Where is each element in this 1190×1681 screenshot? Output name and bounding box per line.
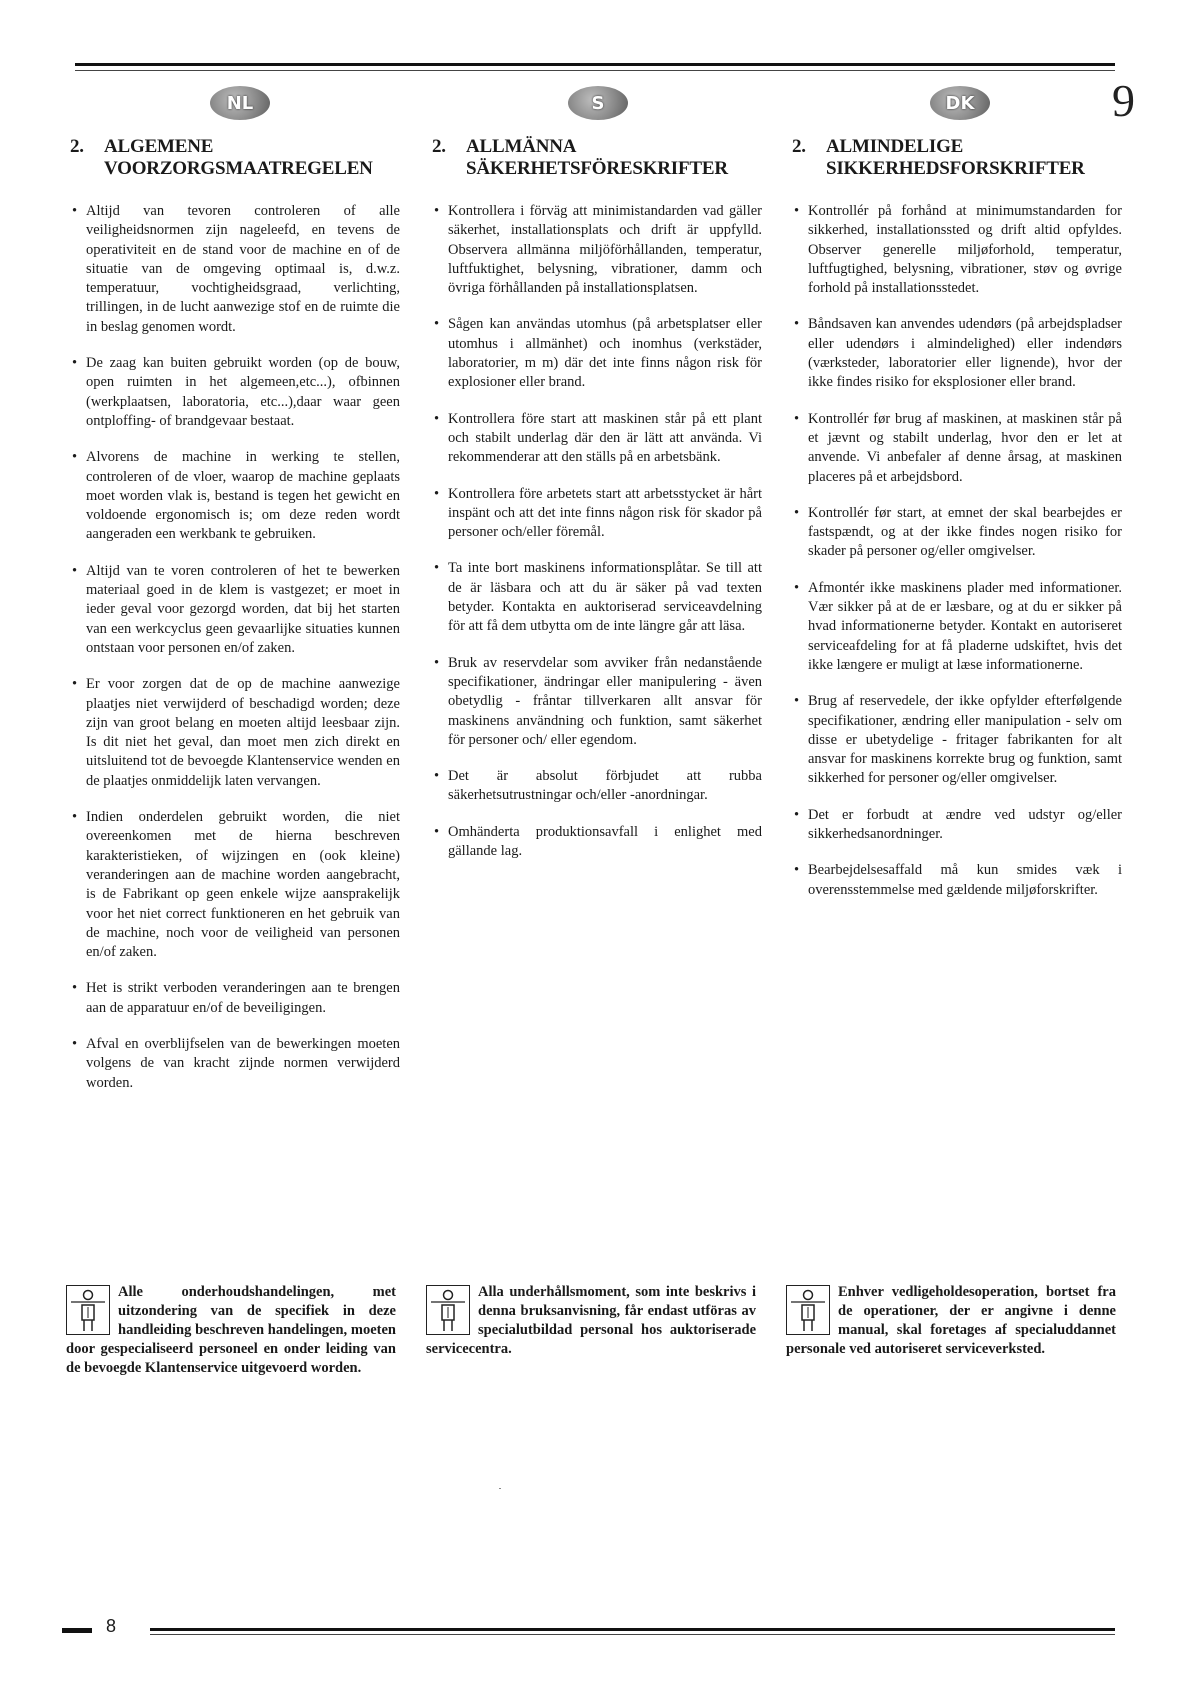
language-badge-nl: NL [210, 86, 270, 120]
list-item: • Kontrollera före start att maskinen står på ett plant och stabilt underlag där den är lätt att använda. Vi rekommenderar att den ställs på en arbetsbänk. [434, 410, 762, 466]
list-item: • Kontrollera före arbetets start att arbetsstycket är hårt inspänt och att det inte finns någon risk för skador på personer och/eller föremål. [434, 485, 762, 541]
bottom-rule [150, 1628, 1115, 1631]
list-item: • De zaag kan buiten gebruikt worden (op de bouw, open ruimten in het algemeen,etc...), ofbinnen (werkplaatsen, laboratoria, etc...),daar waar geen ontploffing- of brandgevaar bestaat. [72, 355, 400, 429]
technician-icon [66, 1285, 110, 1335]
list-item: • Afmontér ikke maskinens plader med informationer. Vær sikker på at de er læsbare, og at du er sikker på hvad informationerne betyder. Kontakt en autoriseret serviceafdeling for at få pladerne udskiftet, hvis det ikke længere er muligt at læse informationerne. [794, 579, 1122, 673]
language-badge-s: S [568, 86, 628, 120]
column-nl [70, 136, 400, 1110]
list-item: • Sågen kan användas utomhus (på arbetsplatser eller utomhus i allmänhet) och inomhus (verkstäder, laboratorier, m m) där det inte finns någon risk för explosioner eller brand. [434, 316, 762, 391]
maintenance-note-s: Alla underhållsmoment, som inte beskrivs i denna bruksanvisning, får endast utföras av specialutbildad personal hos auktoriserade servicecentra. [426, 1284, 756, 1357]
precautions-list [70, 202, 400, 1093]
footer-mark [62, 1628, 92, 1633]
list-item: • Altijd van tevoren controleren of alle veiligheidsnormen zijn nageleefd, en tevens de operativiteit en de stand voor de machine en of de situatie van de omgeving optimaal is, d.w.z. temperatuur, vochtigheidsgraad, verlichting, trillingen, in de lucht aanwezige stof en de ruimte die in beslag genomen wordt. [72, 203, 400, 335]
maintenance-note-dk: Enhver vedligeholdesoperation, bortset fra de operationer, der er angivne i denne manual, skal foretages af specialuddannet personale ved autoriseret serviceverksted. [786, 1284, 1116, 1357]
list-item: • Alvorens de machine in werking te stellen, controleren of de vloer, waarop de machine geplaats moet worden vlak is, bestand is tegen het gewicht en voldoende ergonomisch is; om deze reden wordt aangeraden een werkbank te gebruiken. [72, 449, 400, 543]
handwritten-page-mark: 9 [1112, 75, 1135, 126]
top-rule-thin [75, 70, 1115, 71]
list-item: • Det är absolut förbjudet att rubba säkerhetsutrustningar och/eller -anordningar. [434, 768, 762, 804]
list-item: • Bearbejdelsesaffald må kun smides væk i overensstemmelse med gældende miljøforskrifter. [794, 862, 1122, 898]
maintenance-note-nl: Alle onderhoudshandelingen, met uitzondering van de specifiek in deze handleiding beschreven handelingen, moeten door gespecialiseerd personeel en onder leiding van de bevoegde Klantenservice uitgevoerd worden. [66, 1284, 396, 1376]
scan-speck [499, 1488, 501, 1489]
column-dk [792, 136, 1122, 917]
list-item: • Er voor zorgen dat de op de machine aanwezige plaatjes niet verwijderd of beschadigd worden; deze zijn van groot belang en moeten altijd leesbaar zijn. Is dit niet het geval, dan moet men zich direkt en uitsluitend tot de bevoegde Klantenservice wenden en de plaatjes onmiddelijk laten vervangen. [72, 676, 400, 789]
list-item: • Kontrollér før start, at emnet der skal bearbejdes er fastspændt, og at der ikke findes nogen risiko for skader på personer og/eller omgivelser. [794, 504, 1122, 560]
list-item: • Bruk av reservdelar som avviker från nedanstående specifikationer, ändringar eller manipulering - även obetydlig - fråntar tillverkaren allt ansvar för maskinens användning och funktion, samt säkerhet för personer och/ eller egendom. [434, 654, 762, 748]
list-item: • Kontrollera i förväg att minimistandarden vad gäller säkerhet, installationsplats och drift är uppfylld. Observera allmänna miljöförhållanden, temperatur, luftfuktighet, belysning, vibrationer, damm och övriga förhållanden på installationsplatsen. [434, 203, 762, 297]
precautions-list [792, 202, 1122, 900]
technician-icon [786, 1285, 830, 1335]
section-heading: 2. ALLMÄNNA SÄKERHETSFÖRESKRIFTER [432, 136, 728, 179]
list-item: • Het is strikt verboden veranderingen aan te brengen aan de apparatuur en/of de beveiligingen. [72, 980, 400, 1016]
list-item: • Ta inte bort maskinens informationsplåtar. Se till att de är läsbara och att du är säker på vad texten betyder. Kontakta en auktoriserad serviceavdelning för att få dem utbytta om de inte längre går att läsa. [434, 560, 762, 635]
list-item: • Det er forbudt at ændre ved udstyr og/eller sikkerhedsanordninger. [794, 806, 1122, 843]
list-item: • Altijd van te voren controleren of het te bewerken materiaal goed in de klem is vastgezet; er moet in ieder geval voor gezorgd worden, dat bij het starten van een werkcyclus geen gevaarlijke situaties kunnen ontstaan voor personen en/of zaken. [72, 562, 400, 656]
list-item: • Omhänderta produktionsavfall i enlighet med gällande lag. [434, 823, 762, 860]
list-item: • Båndsaven kan anvendes udendørs (på arbejdspladser eller udendørs i almindelighed) eller indendørs (værksteder, laboratorier eller lignende), hvor der ikke findes risiko for eksplosioner eller brand. [794, 316, 1122, 391]
precautions-list [432, 202, 762, 861]
top-rule [75, 63, 1115, 66]
section-heading: 2. ALGEMENE VOORZORGSMAATREGELEN [70, 136, 373, 179]
page-number: 8 [106, 1616, 117, 1636]
list-item: • Brug af reservedele, der ikke opfylder efterfølgende specifikationer, ændring eller manipulation - selv om disse er ubetydelige - fritager fabrikanten for alt ansvar for maskinens korrekte brug og funktion, samt sikkerhed for personer og/eller omgivelser. [794, 693, 1122, 787]
list-item: • Indien onderdelen gebruikt worden, die niet overeenkomen met de hierna beschreven karakteristieken, of wijzingen en (ook kleine) veranderingen aan de machine worden aangebracht, is de Fabrikant op geen enkele wijze aansprakelijk voor het niet correct funktioneren en het gebruik van de machine, noch voor de veiligheid van personen en/of zaken. [72, 809, 400, 961]
bottom-rule-thin [150, 1634, 1115, 1635]
list-item: • Kontrollér på forhånd at minimumstandarden for sikkerhed, installationssted og drift altid opfyldes. Observer generelle miljøforhold, temperatur, luftfugtighed, belysning, vibrationer, støv og øvrige forhold på installationsstedet. [794, 203, 1122, 297]
technician-icon [426, 1285, 470, 1335]
section-heading: 2. ALMINDELIGE SIKKERHEDSFORSKRIFTER [792, 136, 1085, 179]
list-item: • Kontrollér før brug af maskinen, at maskinen står på et jævnt og stabilt underlag, hvor den er let at anvende. Vi anbefaler af denne årsag, at maskinen placeres på et arbejdsbord. [794, 410, 1122, 485]
language-badge-dk: DK [930, 86, 990, 120]
column-s [432, 136, 762, 878]
list-item: • Afval en overblijfselen van de bewerkingen moeten volgens de van kracht zijnde normen verwijderd worden. [72, 1035, 400, 1091]
